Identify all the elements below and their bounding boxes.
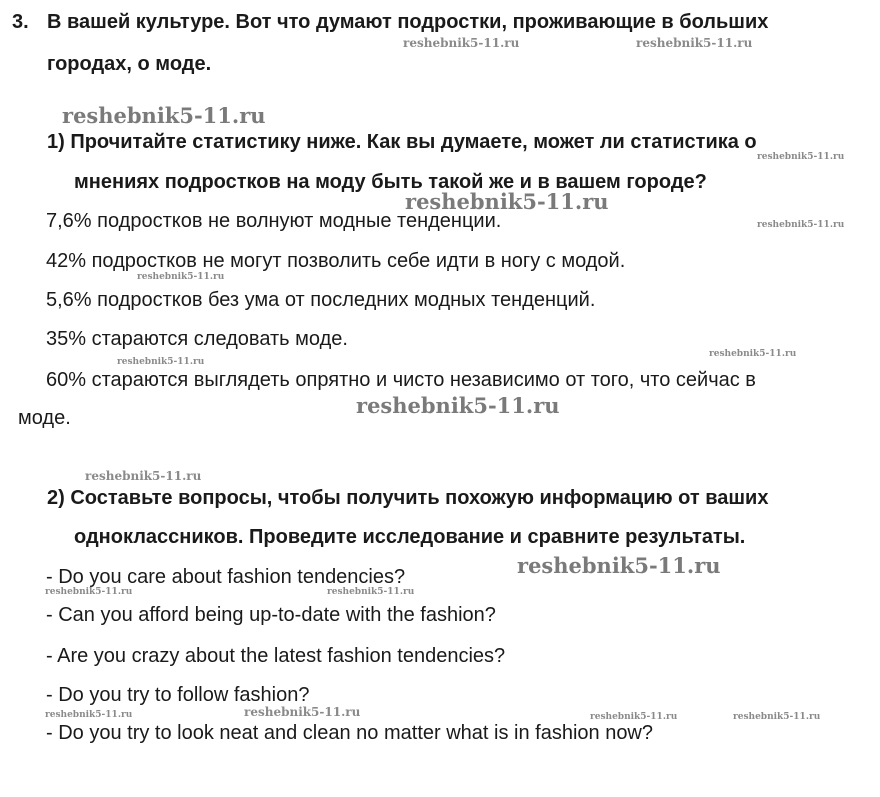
part2-heading-line-2: одноклассников. Проведите исследование и сравните результаты. <box>74 526 746 548</box>
watermark: reshebnik5-11.ru <box>244 705 361 719</box>
watermark: reshebnik5-11.ru <box>590 712 678 722</box>
task-number: 3. <box>12 11 29 33</box>
watermark: reshebnik5-11.ru <box>403 36 520 50</box>
watermark: reshebnik5-11.ru <box>733 712 821 722</box>
watermark: reshebnik5-11.ru <box>709 349 797 359</box>
task-title-line-2: городах, о моде. <box>47 53 212 75</box>
watermark: reshebnik5-11.ru <box>45 710 133 720</box>
task-title-line-1: В вашей культуре. Вот что думают подростки, проживающие в больших <box>47 11 769 33</box>
watermark: reshebnik5-11.ru <box>137 272 225 282</box>
watermark: reshebnik5-11.ru <box>85 469 202 483</box>
part1-heading-line-1: 1) Прочитайте статистику ниже. Как вы думаете, может ли статистика о <box>47 131 757 153</box>
question-item: - Do you try to follow fashion? <box>46 684 310 706</box>
watermark: reshebnik5-11.ru <box>117 357 205 367</box>
stat-item: 5,6% подростков без ума от последних модных тенденций. <box>46 289 596 311</box>
watermark: reshebnik5-11.ru <box>405 189 609 214</box>
part2-heading-line-1: 2) Составьте вопросы, чтобы получить похожую информацию от ваших <box>47 487 769 509</box>
question-item: - Do you try to look neat and clean no matter what is in fashion now? <box>46 722 654 744</box>
watermark: reshebnik5-11.ru <box>327 587 415 597</box>
stat-item: 7,6% подростков не волнуют модные тенденции. <box>46 210 502 232</box>
watermark: reshebnik5-11.ru <box>757 220 845 230</box>
watermark: reshebnik5-11.ru <box>757 152 845 162</box>
question-item: - Do you care about fashion tendencies? <box>46 566 406 588</box>
stat-item: 35% стараются следовать моде. <box>46 328 348 350</box>
watermark: reshebnik5-11.ru <box>517 553 721 578</box>
stat-item: 60% стараются выглядеть опрятно и чисто независимо от того, что сейчас в <box>46 369 756 391</box>
question-item: - Can you afford being up-to-date with the fashion? <box>46 604 496 626</box>
stat-item: 42% подростков не могут позволить себе идти в ногу с модой. <box>46 250 626 272</box>
part1-heading-line-2: мнениях подростков на моду быть такой же и в вашем городе? <box>74 171 707 193</box>
watermark: reshebnik5-11.ru <box>636 36 753 50</box>
watermark: reshebnik5-11.ru <box>45 587 133 597</box>
question-item: - Are you crazy about the latest fashion tendencies? <box>46 645 506 667</box>
watermark: reshebnik5-11.ru <box>62 103 266 128</box>
stat-item-continuation: моде. <box>18 407 71 429</box>
watermark: reshebnik5-11.ru <box>356 393 560 418</box>
